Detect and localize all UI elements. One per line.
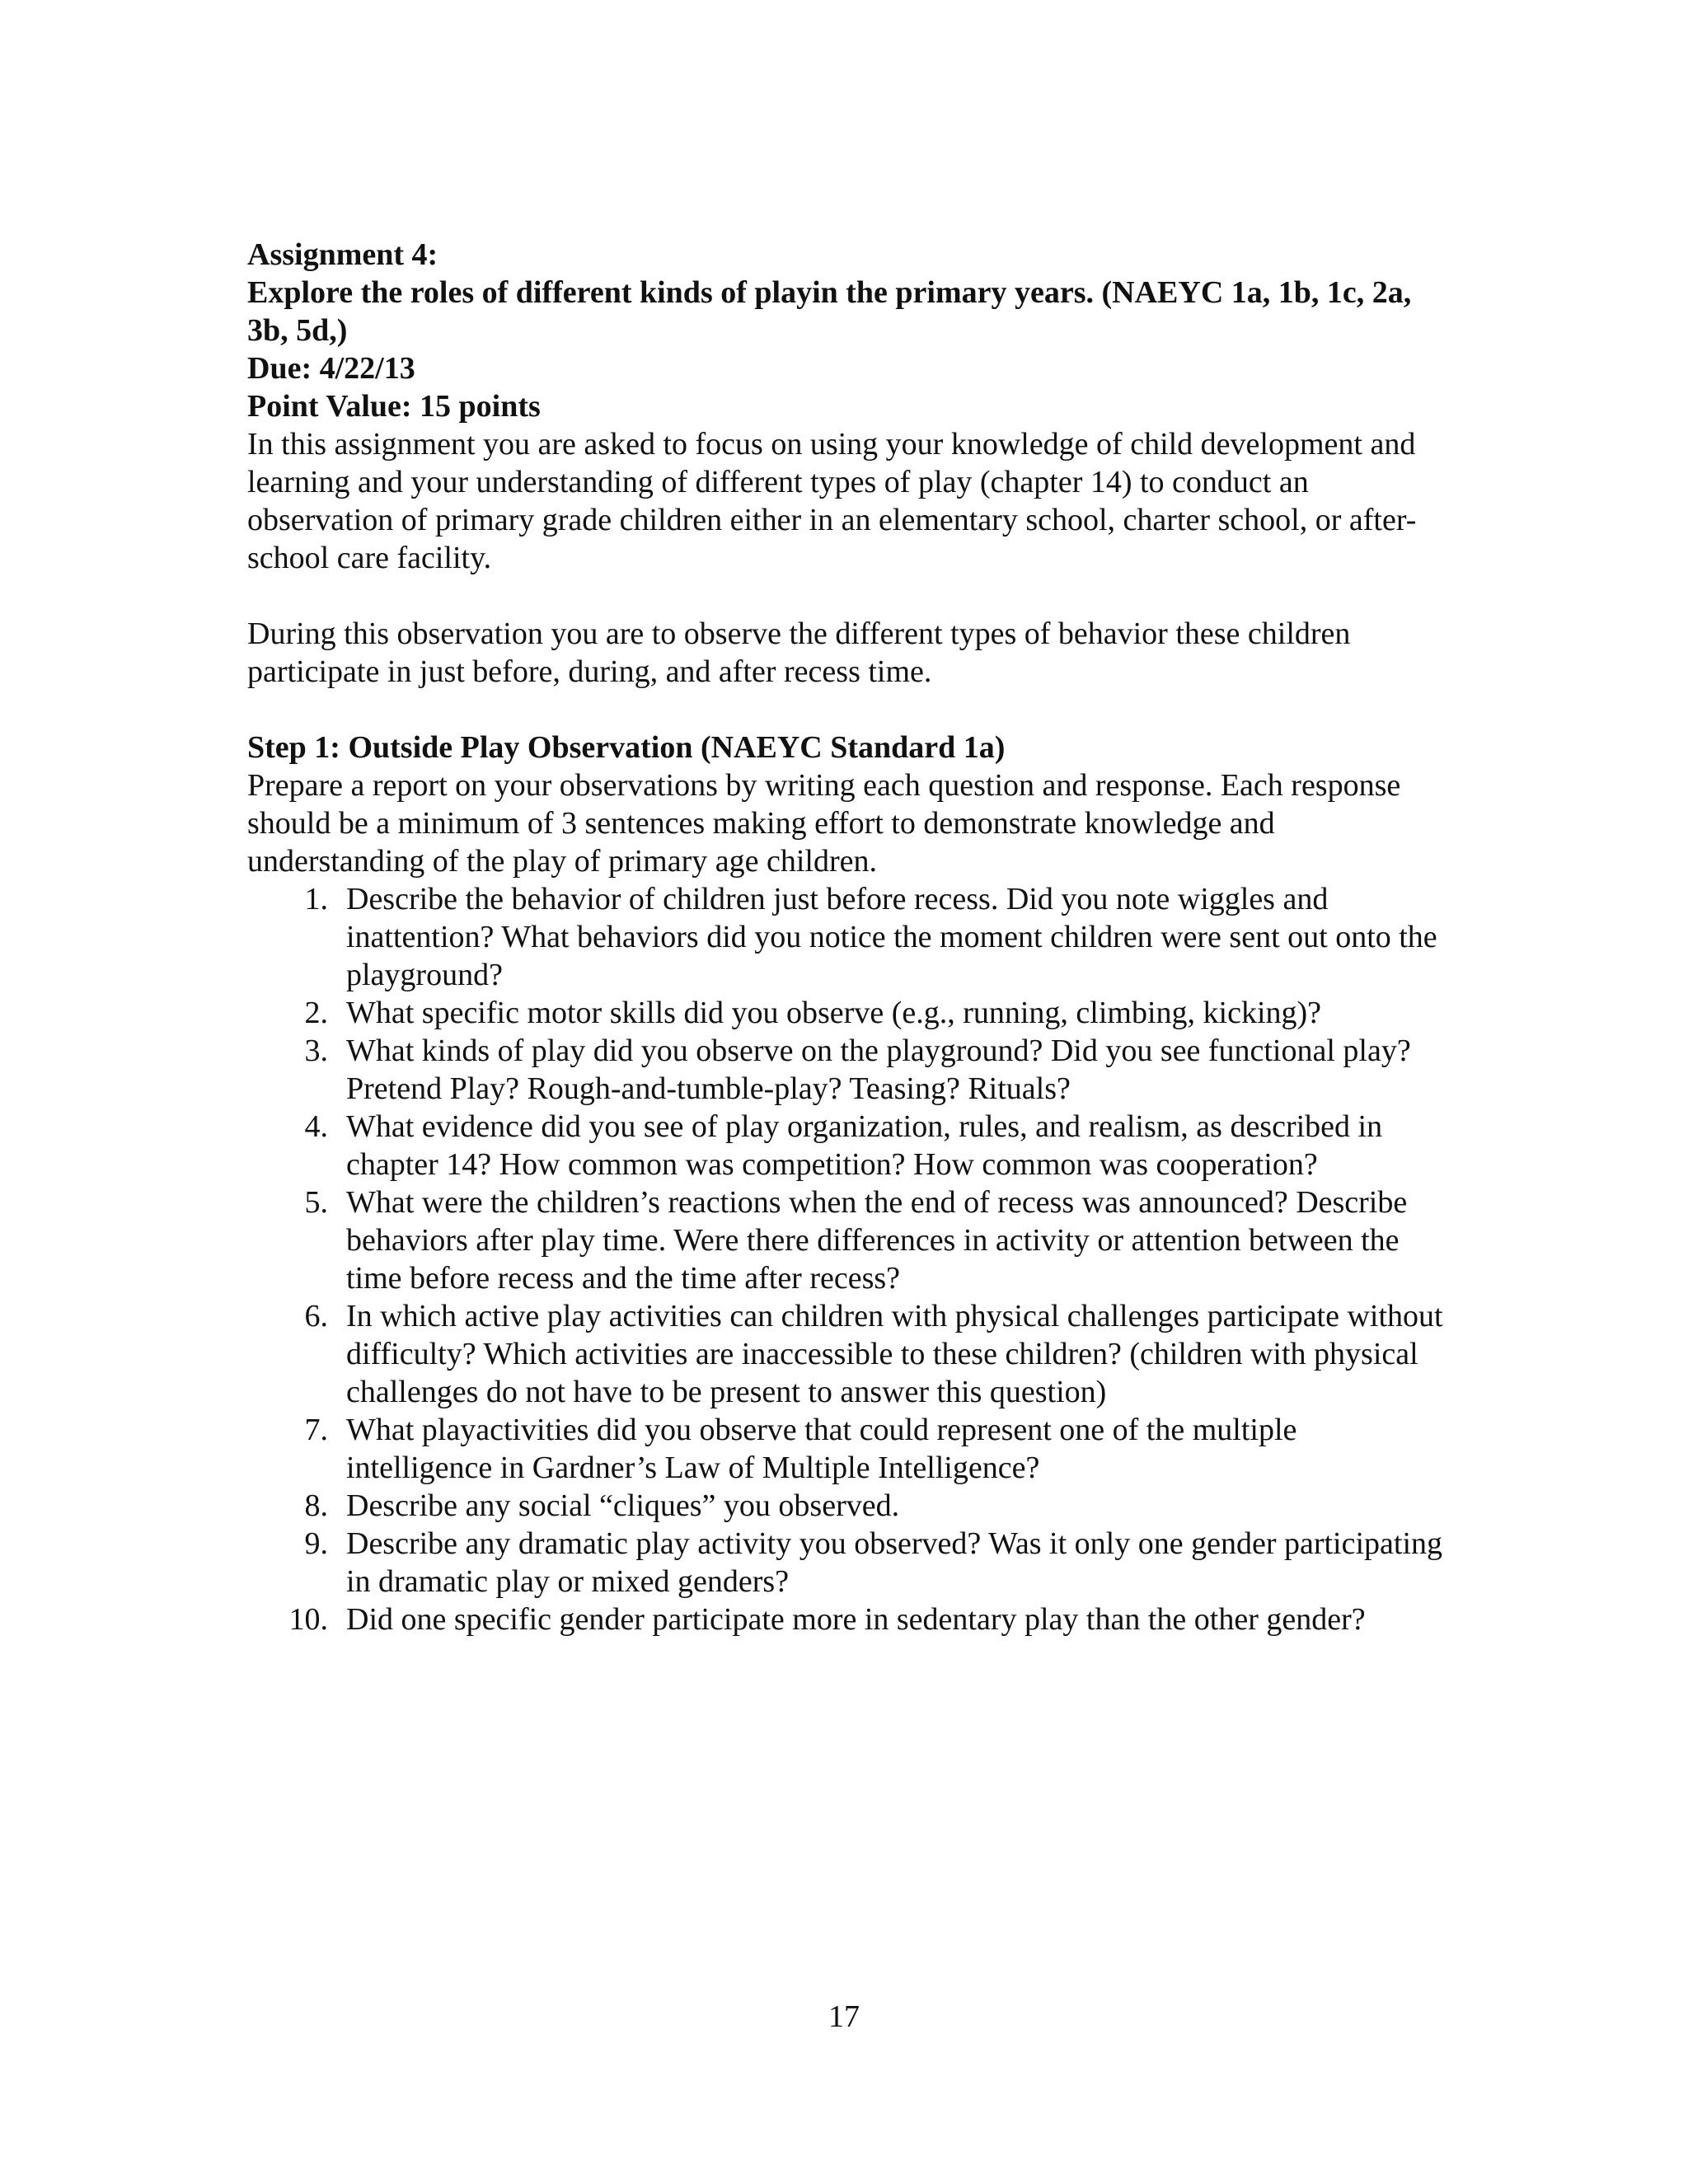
step1-instructions: Prepare a report on your observations by writing each question and response. Each response should be a minimum of 3 sentences making effort to demonstrate knowledge and understanding of the play of primary age children. [247,768,1401,879]
question-list [247,880,1451,1638]
question-text: Describe the behavior of children just before recess. Did you note wiggles and inattention? What behaviors did you notice the moment children were sent out onto the playground? [346,882,1437,992]
question-text: What kinds of play did you observe on the playground? Did you see functional play? Pretend Play? Rough-and-tumble-play? Teasing? Rituals? [346,1033,1411,1106]
question-item [247,1487,1451,1525]
question-number: 9. [304,1526,328,1561]
question-number: 3. [304,1033,328,1068]
question-number: 2. [304,996,328,1030]
question-item [247,1601,1451,1638]
observation-paragraph: During this observation you are to observe the different types of behavior these children participate in just before, during, and after recess time. [247,616,1351,689]
question-text: What specific motor skills did you observe (e.g., running, climbing, kicking)? [346,996,1322,1030]
assignment-title: Assignment 4: [247,237,438,272]
question-item [247,1032,1451,1108]
question-text: In which active play activities can children with physical challenges participate without difficulty? Which activities are inaccessible to these children? (children with physical challenges do not have to be present to answer this question) [346,1299,1443,1409]
page-content [247,236,1451,1638]
question-text: Describe any social “cliques” you observed. [346,1488,900,1523]
question-item [247,1525,1451,1601]
question-number: 1. [304,882,328,916]
question-number: 10. [288,1602,328,1637]
question-text: What playactivities did you observe that could represent one of the multiple intelligence in Gardner’s Law of Multiple Intelligence? [346,1413,1297,1485]
question-item [247,1108,1451,1183]
question-number: 7. [304,1413,328,1447]
question-item [247,1183,1451,1297]
question-text: Describe any dramatic play activity you observed? Was it only one gender participating in dramatic play or mixed genders? [346,1526,1443,1599]
question-text: What evidence did you see of play organization, rules, and realism, as described in chapter 14? How common was competition? How common was cooperation? [346,1109,1383,1182]
step1-heading: Step 1: Outside Play Observation (NAEYC Standard 1a) [247,730,1006,765]
due-date: Due: 4/22/13 [247,351,415,386]
question-item [247,1411,1451,1487]
question-item [247,994,1451,1032]
question-number: 6. [304,1299,328,1333]
point-value: Point Value: 15 points [247,389,541,424]
assignment-subtitle: Explore the roles of different kinds of playin the primary years. (NAEYC 1a, 1b, 1c, 2a, 3b, 5d,) [247,275,1412,348]
question-number: 4. [304,1109,328,1144]
question-text: Did one specific gender participate more in sedentary play than the other gender? [346,1602,1366,1637]
page-number: 17 [828,1999,860,2034]
question-text: What were the children’s reactions when the end of recess was announced? Describe behaviors after play time. Were there differences in activity or attention between the time before recess and the time after recess? [346,1185,1408,1296]
question-number: 8. [304,1488,328,1523]
question-item [247,880,1451,994]
question-item [247,1297,1451,1411]
paragraph-spacer [247,577,1451,615]
intro-paragraph: In this assignment you are asked to focus on using your knowledge of child development and learning and your understanding of different types of play (chapter 14) to conduct an observation of primary grade children either in an elementary school, charter school, or after-school care facility. [247,427,1417,575]
paragraph-spacer [247,691,1451,729]
question-number: 5. [304,1185,328,1220]
